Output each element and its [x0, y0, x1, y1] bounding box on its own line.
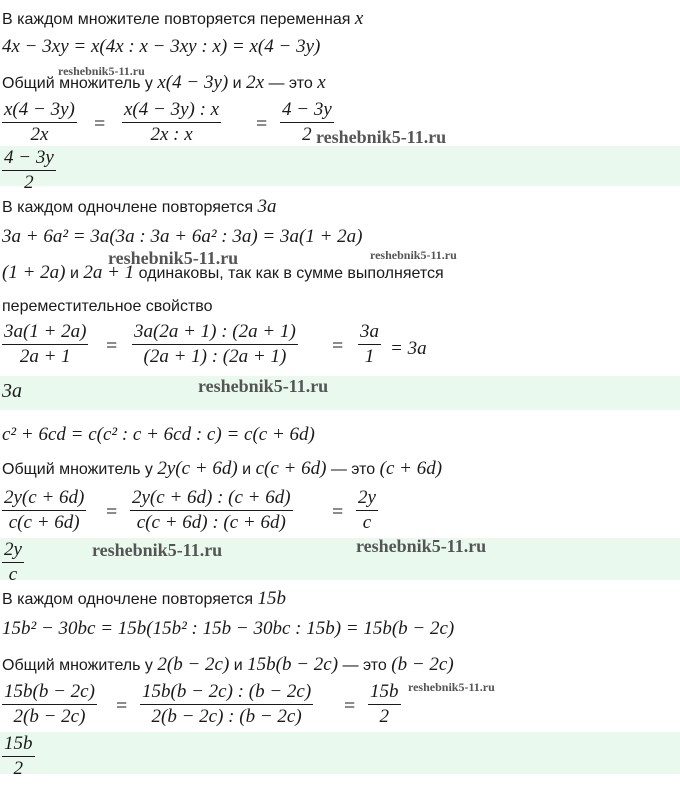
problem4-fraction-1: $\frac{15b(b - 2c)}{2(b - 2c)}$: [4, 681, 95, 727]
problem3-answer: $\frac{2y}{c}$: [4, 539, 22, 585]
problem4-intro: В каждом одночлене повторяется 15b: [2, 588, 287, 609]
problem1-fraction-2: $\frac{x(4 - 3y) : x}{2x : x}$: [124, 99, 220, 145]
problem2-tail: = 3a: [390, 338, 427, 359]
watermark: reshebnik5-11.ru: [198, 376, 329, 396]
problem2-note-continued: переместительное свойство: [2, 298, 213, 315]
equals-sign: =: [94, 113, 106, 135]
answer-band-2: [0, 376, 680, 410]
equals-sign: =: [332, 335, 344, 357]
problem1-intro: В каждом множителе повторяется переменная x: [2, 8, 364, 29]
problem1-fraction-1: $\frac{x(4 - 3y)}{2x}$: [4, 99, 75, 145]
problem4-fraction-3: $\frac{15b}{2}$: [370, 681, 399, 727]
problem2-intro: В каждом одночлене повторяется 3a: [2, 196, 277, 217]
watermark: reshebnik5-11.ru: [316, 127, 447, 147]
problem2-answer: 3a: [2, 380, 22, 402]
problem3-fraction-3: $\frac{2y}{c}$: [358, 487, 376, 533]
problem2-expansion: 3a + 6a² = 3a(3a : 3a + 6a² : 3a) = 3a(1 + 2a): [2, 226, 363, 247]
problem1-fraction-3: $\frac{4 - 3y}{2}$: [282, 99, 332, 145]
problem4-expansion: 15b² − 30bc = 15b(15b² : 15b − 30bc : 15b) = 15b(b − 2c): [2, 618, 455, 639]
equals-sign: =: [344, 695, 356, 717]
equals-sign: =: [106, 335, 118, 357]
equals-sign: =: [256, 113, 268, 135]
problem3-fraction-1: $\frac{2y(c + 6d)}{c(c + 6d)}$: [4, 487, 85, 533]
problem2-fraction-1: $\frac{3a(1 + 2a)}{2a + 1}$: [4, 321, 87, 367]
watermark: reshebnik5-11.ru: [92, 540, 223, 560]
answer-band-4: [0, 732, 680, 774]
watermark: reshebnik5-11.ru: [58, 64, 145, 78]
watermark: reshebnik5-11.ru: [356, 536, 487, 556]
equals-sign: =: [106, 501, 118, 523]
problem2-fraction-3: $\frac{3a}{1}$: [360, 321, 379, 367]
problem4-answer: $\frac{15b}{2}$: [4, 733, 33, 779]
problem1-common-factor-line: Общий множитель у x(4 − 3y) и 2x — это x: [2, 72, 326, 93]
problem3-common-factor-line: Общий множитель у 2y(c + 6d) и c(c + 6d) — это (c + 6d): [2, 458, 443, 479]
problem1-answer: $\frac{4 - 3y}{2}$: [4, 147, 54, 193]
equals-sign: =: [332, 501, 344, 523]
problem2-note-line: (1 + 2a) и 2a + 1 одинаковы, так как в сумме выполняется: [2, 262, 444, 283]
watermark: reshebnik5-11.ru: [370, 248, 457, 262]
problem3-expansion: c² + 6cd = c(c² : c + 6cd : c) = c(c + 6d): [2, 424, 315, 445]
equals-sign: =: [116, 695, 128, 717]
problem1-expansion: 4x − 3xy = x(4x : x − 3xy : x) = x(4 − 3y): [2, 36, 321, 57]
problem2-fraction-2: $\frac{3a(2a + 1) : (2a + 1)}{(2a + 1) : (2a + 1)}$: [134, 321, 296, 367]
problem4-fraction-2: $\frac{15b(b - 2c) : (b - 2c)}{2(b - 2c) : (b - 2c)}$: [142, 681, 312, 727]
watermark: reshebnik5-11.ru: [408, 680, 495, 694]
watermark: reshebnik5-11.ru: [108, 248, 239, 268]
answer-band-1: [0, 146, 680, 186]
problem3-fraction-2: $\frac{2y(c + 6d) : (c + 6d)}{c(c + 6d) : (c + 6d)}$: [132, 487, 291, 533]
problem4-common-factor-line: Общий множитель у 2(b − 2c) и 15b(b − 2c) — это (b − 2c): [2, 654, 454, 675]
